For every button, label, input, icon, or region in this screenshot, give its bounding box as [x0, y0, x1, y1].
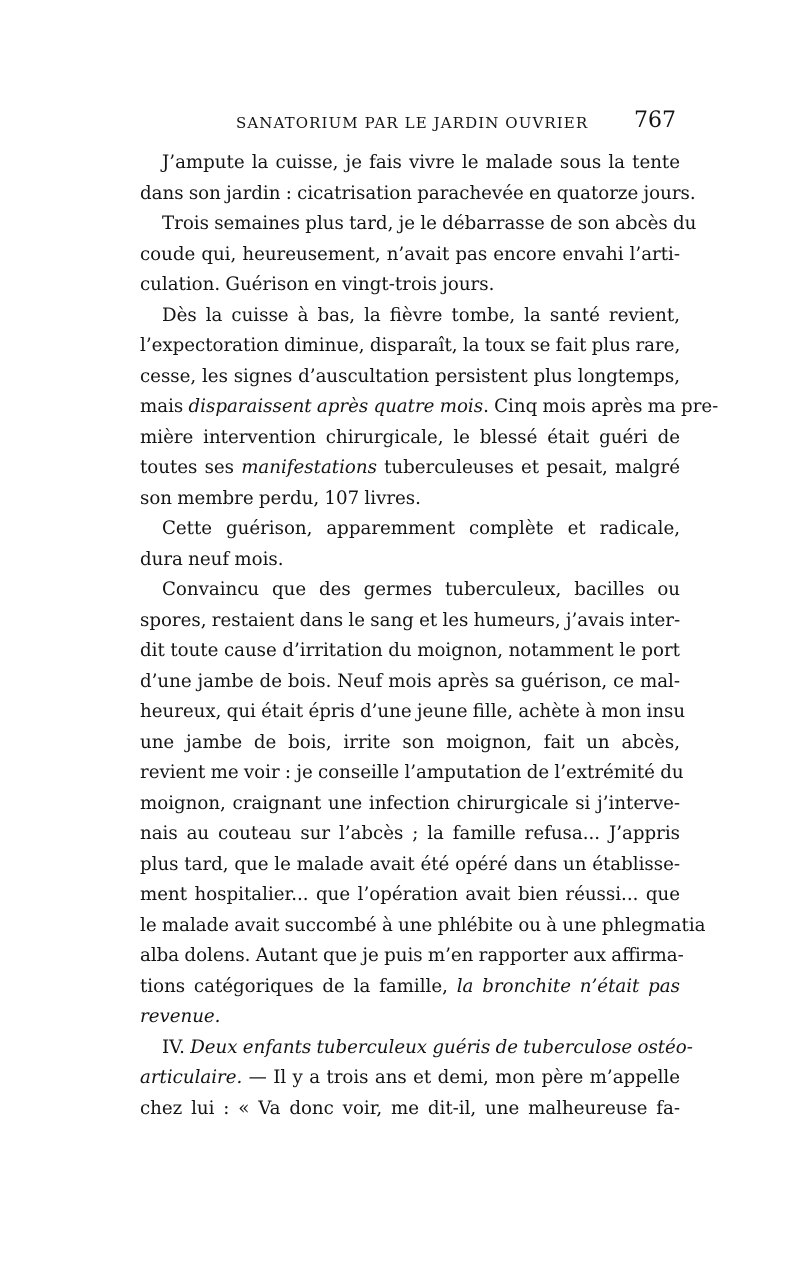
text-line: Cette guérison, apparemment complète et radicale,	[162, 518, 680, 539]
text-line	[118, 1033, 693, 1064]
italic-run: Deux enfants tuberculeux guéris de tuberculose ostéo-	[190, 1036, 693, 1058]
text-line: dit toute cause d’irritation du moignon, notamment le port	[140, 640, 680, 661]
text-line: heureux, qui était épris d’une jeune fille, achète à mon insu	[140, 701, 686, 722]
text-line: dans son jardin : cicatrisation parachevée en quatorze jours.	[140, 182, 696, 204]
text-line	[118, 453, 680, 484]
italic-run: disparaissent après quatre mois	[188, 396, 484, 417]
text-run: IV.	[162, 1036, 191, 1058]
paragraph-1	[118, 148, 696, 209]
text-line: l’expectoration diminue, disparaît, la toux se fait plus rare,	[140, 335, 681, 356]
text-line: chez lui : « Va donc voir, me dit-il, une malheureuse fa-	[140, 1097, 680, 1119]
text-line: Dès la cuisse à bas, la fièvre tombe, la santé revient,	[162, 304, 680, 326]
text-line	[118, 392, 719, 423]
text-run: tions catégoriques de la famille,	[140, 975, 457, 997]
text-run: tuberculeuses et pesait, malgré	[376, 457, 680, 478]
text-line: Convaincu que des germes tuberculeux, bacilles ou	[162, 579, 680, 600]
text-line: coude qui, heureusement, n’avait pas encore envahi l’arti-	[140, 243, 680, 265]
text-line: ment hospitalier... que l’opération avait bien réussi... que	[140, 884, 680, 905]
text-line: alba dolens. Autant que je puis m’en rapporter aux affirma-	[140, 945, 684, 966]
paragraph-2	[118, 209, 697, 301]
text-line: spores, restaient dans le sang et les humeurs, j’avais inter-	[140, 609, 681, 631]
italic-run: la bronchite n’était pas	[456, 975, 680, 997]
page-number: 767	[634, 108, 676, 133]
text-line: une jambe de bois, irrite son moignon, fait un abcès,	[140, 731, 680, 753]
italic-run: manifestations	[241, 457, 377, 478]
text-line: plus tard, que le malade avait été opéré dans un établisse-	[140, 853, 680, 875]
italic-run: articulaire.	[140, 1067, 243, 1088]
paragraph-6	[118, 1033, 693, 1125]
text-line: son membre perdu, 107 livres.	[140, 487, 421, 509]
text-line: cesse, les signes d’auscultation persistent plus longtemps,	[140, 365, 680, 387]
running-head	[118, 108, 680, 148]
body-text	[118, 148, 719, 1124]
text-line: moignon, craignant une infection chirurgicale si j’interve-	[140, 792, 680, 814]
text-line: Trois semaines plus tard, je le débarrasse de son abcès du	[162, 213, 697, 234]
running-title: SANATORIUM PAR LE JARDIN OUVRIER	[236, 114, 589, 132]
text-line: nais au couteau sur l’abcès ; la famille refusa... J’appris	[140, 823, 680, 844]
text-line: J’ampute la cuisse, je fais vivre le malade sous la tente	[162, 152, 680, 173]
text-run: — Il y a trois ans et demi, mon père m’appelle	[242, 1067, 680, 1088]
text-line: le malade avait succombé à une phlébite ou à une phlegmatia	[140, 914, 706, 936]
text-line: revenue.	[140, 1006, 221, 1027]
paragraph-5	[118, 575, 706, 1033]
book-page	[118, 108, 719, 1124]
text-line: revient me voir : je conseille l’amputation de l’extrémité du	[140, 762, 684, 783]
text-line: dura neuf mois.	[140, 548, 284, 570]
paragraph-3	[118, 301, 719, 515]
text-line: d’une jambe de bois. Neuf mois après sa guérison, ce mal-	[140, 670, 680, 692]
text-line	[118, 972, 680, 1003]
text-line: mière intervention chirurgicale, le blessé était guéri de	[140, 426, 680, 448]
text-run: . Cinq mois après ma pre-	[483, 396, 719, 417]
text-line: culation. Guérison en vingt-trois jours.	[140, 274, 495, 295]
paragraph-4	[118, 514, 680, 575]
text-run: toutes ses	[140, 457, 242, 478]
text-line	[118, 1063, 680, 1094]
text-run: mais	[140, 396, 189, 417]
